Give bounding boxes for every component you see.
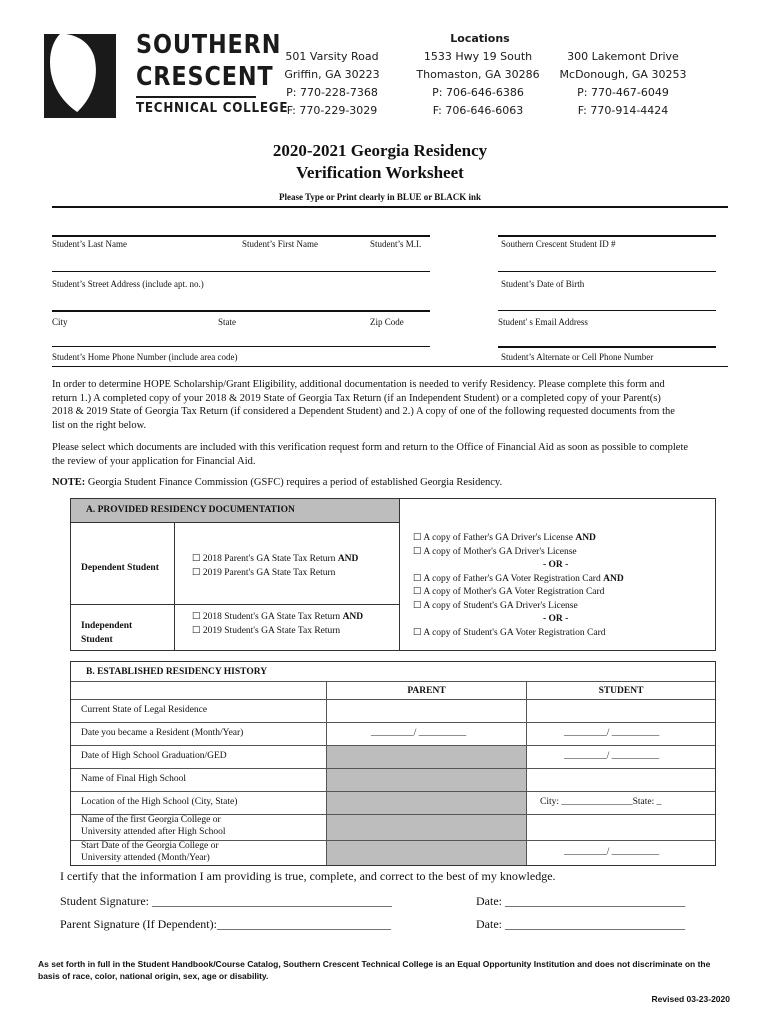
title-line-1: 2020-2021 Georgia Residency xyxy=(272,141,488,160)
campus-fax: F: 706-646-6063 xyxy=(432,104,524,117)
info-divider xyxy=(52,366,728,367)
row-rule xyxy=(71,768,715,769)
checkbox-student-drivers-license[interactable]: ☐ A copy of Student's GA Driver's License xyxy=(413,600,578,611)
parent-column-header: PARENT xyxy=(407,686,446,696)
row-college-start-label xyxy=(81,840,219,864)
campus-street: 1533 Hwy 19 South xyxy=(423,50,533,63)
equal-opportunity-statement: As set forth in full in the Student Handbook/Course Catalog, Southern Crescent Technical College is an Equal Opportunity Institution and does not discriminate on the basis of race, color, national origin, sex, age or disability. xyxy=(38,959,711,981)
parent-shaded-area xyxy=(327,746,526,865)
locations-heading: Locations xyxy=(450,32,510,45)
row-rule xyxy=(71,791,715,792)
dependent-tax-options[interactable] xyxy=(192,553,358,580)
email-line[interactable] xyxy=(498,310,716,311)
campus-griffin xyxy=(262,48,402,120)
paragraph-line: the review of your application for Financial Aid. xyxy=(52,455,256,467)
student-graduation-date-field[interactable]: _________/ __________ xyxy=(564,751,660,761)
college-logo-mark xyxy=(40,32,120,120)
campus-city: Thomaston, GA 30286 xyxy=(416,68,540,81)
and-label: AND xyxy=(337,554,359,564)
page-title xyxy=(190,140,570,184)
student-signature-date-field[interactable]: Date: ______________________________ xyxy=(476,894,685,908)
section-b-col-divider-1 xyxy=(326,682,327,865)
and-label: AND xyxy=(575,533,596,543)
label-line: Student xyxy=(81,634,113,645)
alt-phone-line[interactable] xyxy=(498,346,716,348)
checkbox-2018-parent-tax-return[interactable]: ☐ 2018 Parent's GA State Tax Return xyxy=(192,554,336,564)
campus-fax: F: 770-229-3029 xyxy=(286,104,378,117)
row-rule xyxy=(71,722,715,723)
last-name-label: Student’s Last Name xyxy=(52,239,127,249)
student-resident-date-field[interactable]: _________/ __________ xyxy=(564,728,660,738)
row-resident-date-label: Date you became a Resident (Month/Year) xyxy=(81,728,244,738)
independent-tax-options[interactable] xyxy=(192,611,363,638)
home-phone-line[interactable] xyxy=(52,346,430,347)
row-rule xyxy=(71,745,715,746)
date-of-birth-line[interactable] xyxy=(498,271,716,272)
parent-signature-field[interactable]: Parent Signature (If Dependent):_____________________________ xyxy=(60,917,391,931)
campus-street: 300 Lakemont Drive xyxy=(567,50,679,63)
home-phone-label: Student’s Home Phone Number (include area code) xyxy=(52,352,238,362)
street-address-label: Student’s Street Address (include apt. no.) xyxy=(52,279,204,289)
note-text: Georgia Student Finance Commission (GSFC) requires a period of established Georgia Residency. xyxy=(87,477,503,488)
section-a-header-rule xyxy=(71,522,399,523)
campus-phone: P: 770-467-6049 xyxy=(577,86,669,99)
student-column-header: STUDENT xyxy=(598,686,644,696)
row-high-school-location-label: Location of the High School (City, State) xyxy=(81,797,238,807)
checkbox-2018-student-tax-return[interactable]: ☐ 2018 Student's GA State Tax Return xyxy=(192,612,341,622)
section-b-heading: B. ESTABLISHED RESIDENCY HISTORY xyxy=(86,667,268,677)
checkbox-student-voter-card[interactable]: ☐ A copy of Student's GA Voter Registration Card xyxy=(413,627,606,638)
street-address-line[interactable] xyxy=(52,271,430,272)
label-line: University attended after High School xyxy=(81,827,226,837)
section-a-row-rule xyxy=(71,604,399,605)
note-label: NOTE: xyxy=(52,477,86,488)
document-options[interactable] xyxy=(413,532,624,640)
mi-label: Student’s M.I. xyxy=(370,239,422,249)
label-line: Start Date of the Georgia College or xyxy=(81,841,219,851)
campus-mcdonough xyxy=(553,48,693,120)
label-line: University attended (Month/Year) xyxy=(81,853,210,863)
row-rule xyxy=(71,699,715,700)
campus-phone: P: 770-228-7368 xyxy=(286,86,378,99)
campus-fax: F: 770-914-4424 xyxy=(577,104,669,117)
row-first-college-label xyxy=(81,814,226,838)
campus-thomaston xyxy=(408,48,548,120)
section-a-col-divider-2 xyxy=(399,499,400,650)
paragraph-line: return 1.) A completed copy of your 2018 & 2019 State of Georgia Tax Return (if an Independent Student) or a completed copy of your Parent(s) xyxy=(52,392,661,404)
paragraph-line: In order to determine HOPE Scholarship/Grant Eligibility, additional documentation is needed to verify Residency. Please complete this form and xyxy=(52,379,665,390)
student-college-start-date-field[interactable]: _________/ __________ xyxy=(564,847,660,857)
logo-text-southern: SOUTHERN xyxy=(136,30,282,60)
paragraph-line: list on the right below. xyxy=(52,419,147,431)
independent-student-label xyxy=(81,620,132,647)
checkbox-2019-parent-tax-return[interactable]: ☐ 2019 Parent's GA State Tax Return xyxy=(192,567,336,578)
and-label: AND xyxy=(603,573,624,584)
note-paragraph xyxy=(52,476,732,490)
dependent-student-label: Dependent Student xyxy=(81,563,159,573)
campus-city: Griffin, GA 30223 xyxy=(284,68,380,81)
title-divider xyxy=(52,206,728,208)
revision-date: Revised 03-23-2020 xyxy=(651,994,730,1004)
state-label: State xyxy=(218,317,236,327)
city-label: City xyxy=(52,317,68,327)
parent-signature-date-field[interactable]: Date: ______________________________ xyxy=(476,917,685,931)
certification-statement: I certify that the information I am providing is true, complete, and correct to the best of my knowledge. xyxy=(60,869,556,883)
label-line: Independent xyxy=(81,621,133,631)
or-label: - OR - xyxy=(543,614,569,624)
paragraph-line: 2018 & 2019 State of Georgia Tax Return (if considered a Dependent Student) and 2.) A copy of one of the following requested documents from the xyxy=(52,406,675,417)
zip-label: Zip Code xyxy=(370,317,404,327)
checkbox-father-voter-card[interactable]: ☐ A copy of Father's GA Voter Registration Card xyxy=(413,573,601,584)
row-graduation-date-label: Date of High School Graduation/GED xyxy=(81,751,227,761)
email-label: Student' s Email Address xyxy=(498,317,588,327)
checkbox-2019-student-tax-return[interactable]: ☐ 2019 Student's GA State Tax Return xyxy=(192,625,341,636)
campus-city: McDonough, GA 30253 xyxy=(559,68,687,81)
student-id-line[interactable] xyxy=(498,235,716,237)
ink-instructions: Please Type or Print clearly in BLUE or BLACK ink xyxy=(278,192,482,202)
name-line[interactable] xyxy=(52,235,430,237)
logo-divider xyxy=(136,96,256,98)
paragraph-line: Please select which documents are included with this verification request form and return to the Office of Financial Aid as soon as possible to complete xyxy=(52,442,689,453)
or-label: - OR - xyxy=(543,560,569,570)
section-a-heading: A. PROVIDED RESIDENCY DOCUMENTATION xyxy=(86,505,295,515)
instructions-paragraph xyxy=(52,378,732,432)
logo-text-crescent: CRESCENT xyxy=(136,62,274,92)
title-line-2: Verification Worksheet xyxy=(296,163,464,182)
date-of-birth-label: Student’s Date of Birth xyxy=(501,279,585,289)
student-high-school-location-field[interactable]: City: _______________State: _ xyxy=(540,797,662,807)
student-id-label: Southern Crescent Student ID # xyxy=(501,239,616,249)
campus-street: 501 Varsity Road xyxy=(285,50,379,63)
section-b-header-rule xyxy=(71,681,715,682)
submission-paragraph xyxy=(52,441,732,468)
checkbox-mother-drivers-license[interactable]: ☐ A copy of Mother's GA Driver's License xyxy=(413,546,577,557)
and-label: AND xyxy=(342,612,364,622)
checkbox-father-drivers-license[interactable]: ☐ A copy of Father's GA Driver's License xyxy=(413,533,573,543)
row-current-state-label: Current State of Legal Residence xyxy=(81,705,208,715)
parent-resident-date-field[interactable]: _________/ __________ xyxy=(371,728,467,738)
student-signature-field[interactable]: Student Signature: ________________________________________ xyxy=(60,894,392,908)
section-b-col-divider-2 xyxy=(526,682,527,865)
first-name-label: Student’s First Name xyxy=(242,239,318,249)
campus-phone: P: 706-646-6386 xyxy=(432,86,524,99)
row-high-school-name-label: Name of Final High School xyxy=(81,774,187,784)
logo-text-technical-college: TECHNICAL COLLEGE xyxy=(136,101,289,116)
label-line: Name of the first Georgia College or xyxy=(81,815,221,825)
alt-phone-label: Student’s Alternate or Cell Phone Number xyxy=(501,352,654,362)
city-state-zip-line[interactable] xyxy=(52,310,430,312)
checkbox-mother-voter-card[interactable]: ☐ A copy of Mother's GA Voter Registration Card xyxy=(413,587,605,597)
section-a-col-divider-1 xyxy=(174,522,175,650)
